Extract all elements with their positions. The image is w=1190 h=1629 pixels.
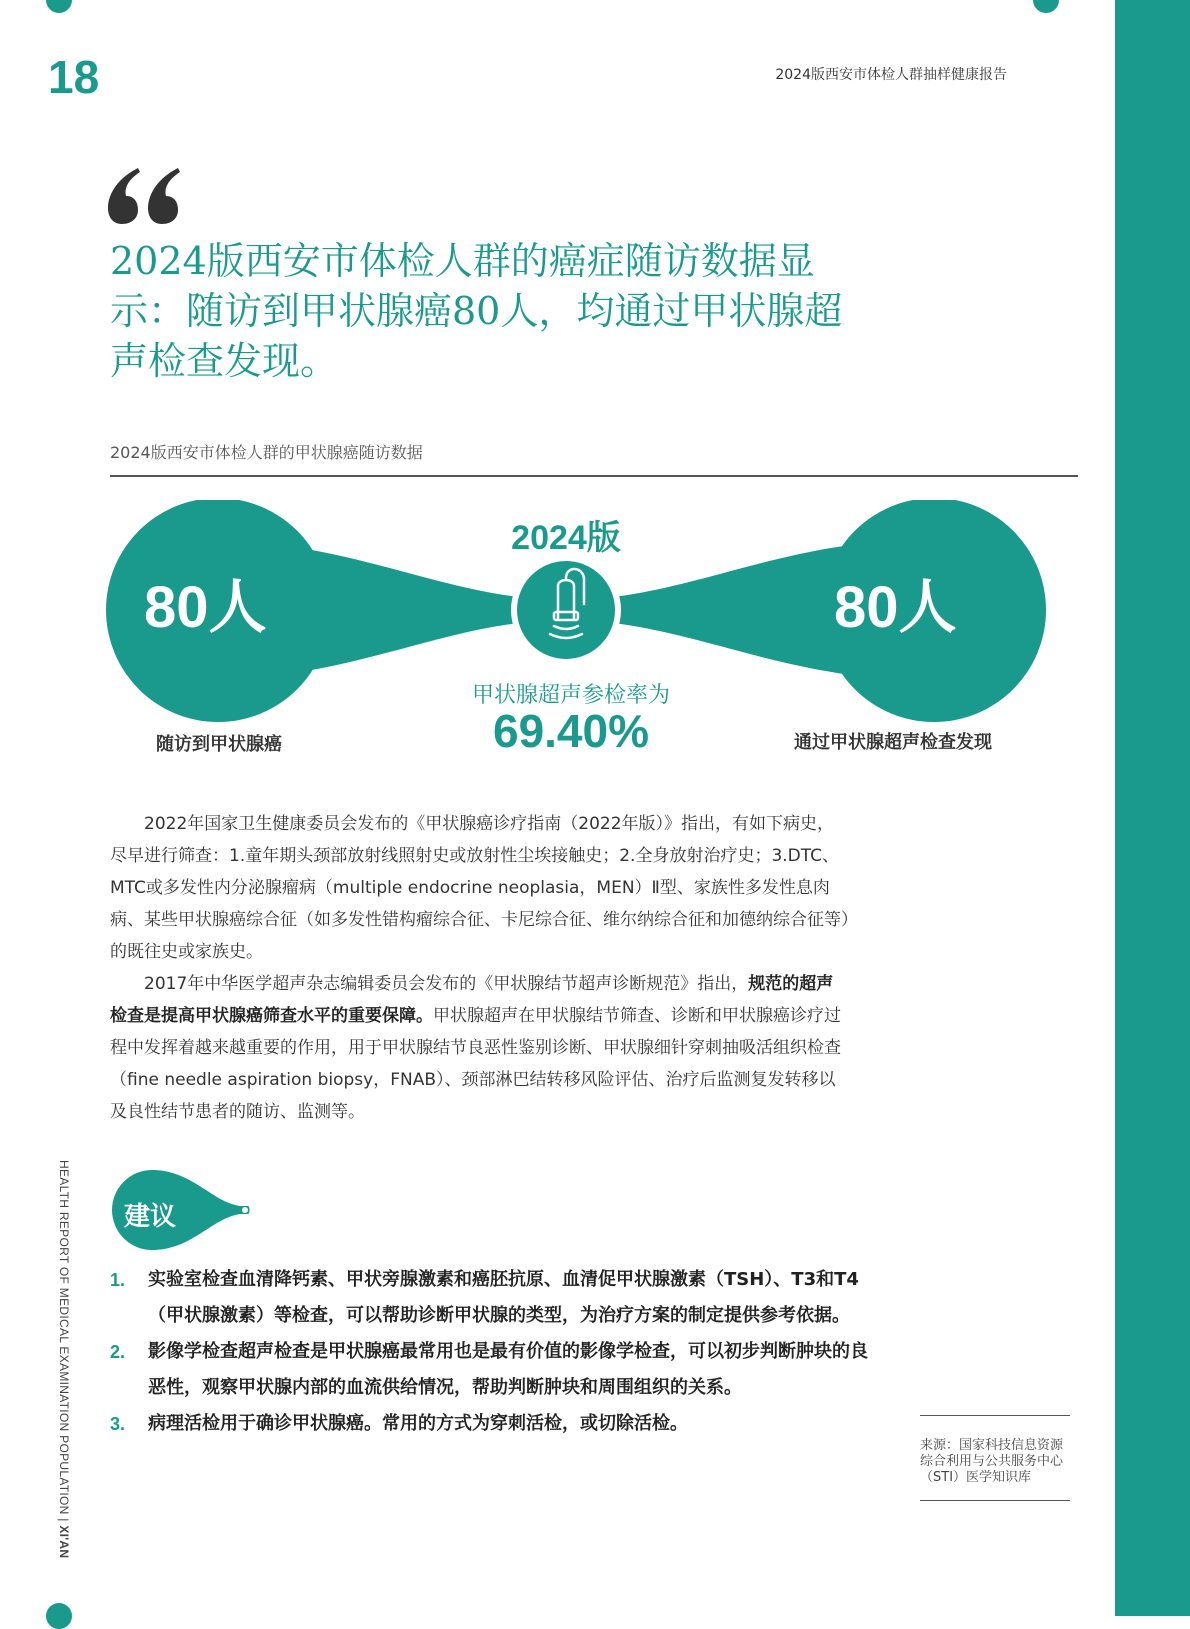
- left-caption: 随访到甲状腺癌: [156, 734, 282, 755]
- source-note: 来源：国家科技信息资源综合利用与公共服务中心（STI）医学知识库: [920, 1415, 1070, 1501]
- list-item: [110, 1334, 870, 1406]
- body-paragraph-1: 2022年国家卫生健康委员会发布的《甲状腺癌诊疗指南（2022年版）》指出，有如下病史，尽早进行筛查：1.童年期头颈部放射线照射史或放射性尘埃接触史；2.全身放射治疗史；3.DTC、MTC或多发性内分泌腺瘤病（multiple endocrine neoplasia，MEN）Ⅱ型、家族性多发性息肉病、某些甲状腺癌综合征（如多发性错构瘤综合征、卡尼综合征、维尔纳综合征和加德纳综合征等）的既往史或家族史。: [110, 814, 850, 962]
- left-value: 80人: [144, 575, 267, 640]
- rate-label: 甲状腺超声参检率为: [471, 683, 670, 708]
- rate-value: 69.40%: [492, 705, 649, 757]
- body-text: [110, 808, 850, 1128]
- list-item-text: 病理活检用于确诊甲状腺癌。常用的方式为穿刺活检，或切除活检。: [148, 1413, 688, 1434]
- right-value: 80人: [834, 575, 957, 640]
- vertical-label-main: HEALTH REPORT OF MEDICAL EXAMINATION POPULATION: [57, 1160, 71, 1515]
- advice-title: 建议: [124, 1202, 177, 1232]
- headline: 2024版西安市体检人群的癌症随访数据显示：随访到甲状腺癌80人，均通过甲状腺超声检查发现。: [110, 239, 843, 383]
- list-item: [110, 1262, 870, 1334]
- thyroid-followup-infographic: [106, 500, 1046, 780]
- vertical-report-label: [57, 1160, 71, 1558]
- body-p2-end: 甲状腺超声在甲状腺结节筛查、诊断和甲状腺癌诊疗过程中发挥着越来越重要的作用，用于甲状腺结节良恶性鉴别诊断、甲状腺细针穿刺抽吸活组织检查（fine needle aspiration biopsy，FNAB）、颈部淋巴结转移风险评估、治疗后监测复发转移以及良性结节患者的随访、监测等。: [110, 1006, 841, 1122]
- page-number: 18: [48, 51, 100, 103]
- right-caption: 通过甲状腺超声检查发现: [794, 732, 992, 753]
- decor-dot-bottom-left: [46, 1603, 72, 1629]
- list-item-number: 2.: [110, 1342, 126, 1362]
- list-item-number: 3.: [110, 1414, 126, 1434]
- list-item-text: 实验室检查血清降钙素、甲状旁腺激素和癌胚抗原、血清促甲状腺激素（TSH）、T3和T4（甲状腺激素）等检查，可以帮助诊断甲状腺的类型，为治疗方案的制定提供参考依据。: [148, 1269, 859, 1326]
- header-title: 2024版西安市体检人群抽样健康报告: [775, 67, 1007, 83]
- section-divider: [110, 475, 1078, 477]
- body-paragraph-2: [110, 968, 850, 1128]
- quote-mark-icon: [108, 168, 180, 226]
- advice-list: [110, 1262, 870, 1442]
- list-item-text: 影像学检查超声检查是甲状腺癌最常用也是最有价值的影像学检查，可以初步判断肿块的良恶性，观察甲状腺内部的血流供给情况，帮助判断肿块和周围组织的关系。: [148, 1341, 868, 1398]
- decor-dot-top-left: [46, 0, 72, 13]
- vertical-label-city: XI'AN: [57, 1525, 71, 1559]
- body-p2-start: 2017年中华医学超声杂志编辑委员会发布的《甲状腺结节超声诊断规范》指出，: [144, 974, 749, 994]
- body-p2-bold: 规范的超声检查是提高甲状腺癌筛查水平的重要保障。: [110, 974, 834, 1026]
- year-label: 2024版: [511, 519, 621, 557]
- section-title: 2024版西安市体检人群的甲状腺癌随访数据: [110, 443, 423, 462]
- decor-dot-top-right: [1033, 0, 1059, 13]
- list-item-number: 1.: [110, 1270, 126, 1290]
- list-item: [110, 1406, 870, 1442]
- vertical-label-separator: |: [57, 1518, 71, 1522]
- right-sidebar-band: [1115, 0, 1190, 1616]
